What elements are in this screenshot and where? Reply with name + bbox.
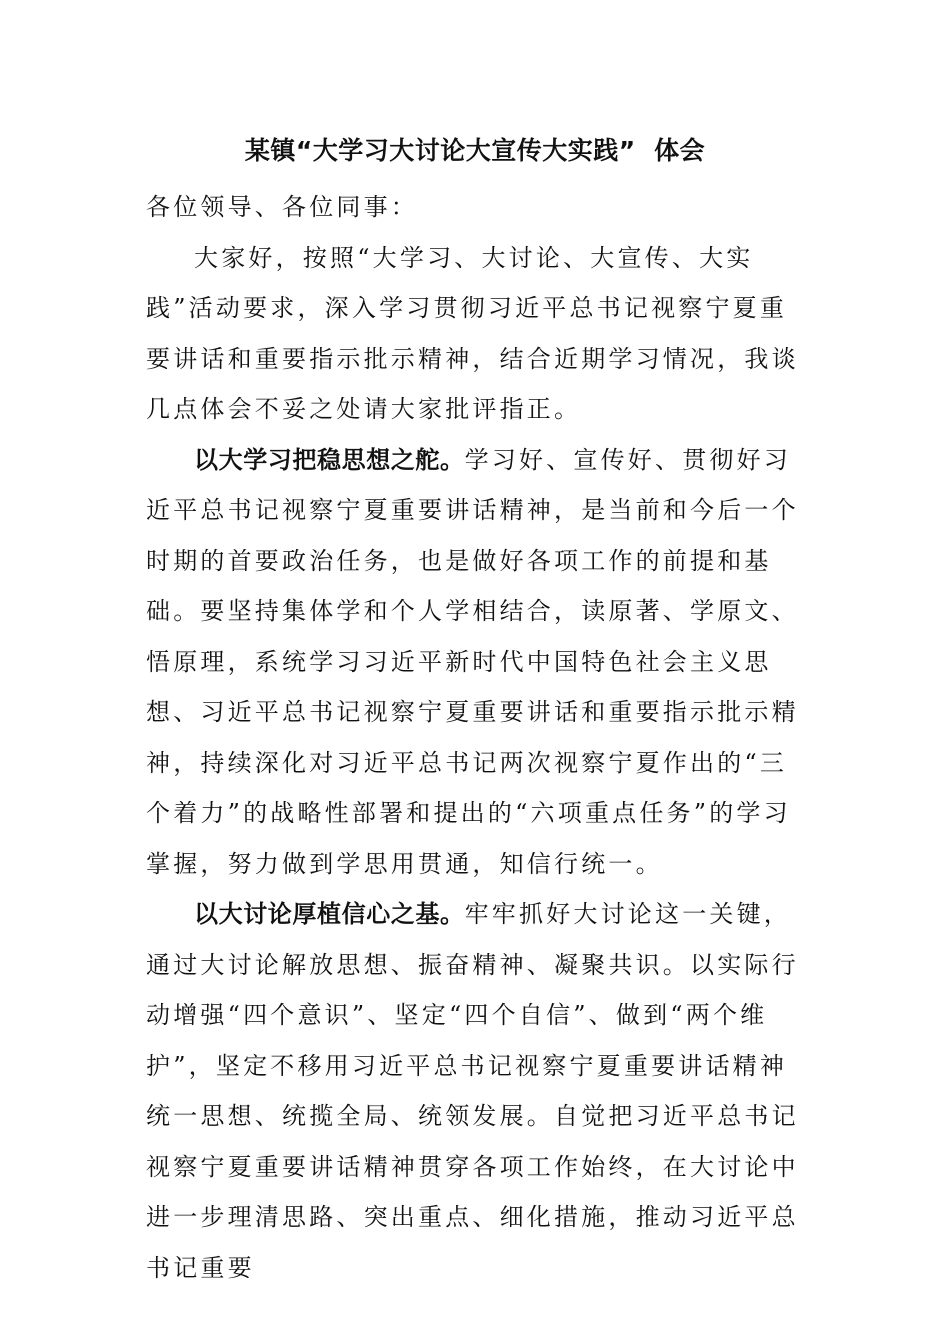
intro-paragraph: 大家好，按照“大学习、大讨论、大宣传、大实践”活动要求，深入学习贯彻习近平总书记视察宁夏重要讲话和重要指示批示精神，结合近期学习情况，我谈几点体会不妥之处请大家批评指正。 — [146, 243, 799, 423]
section-heading-study: 以大学习把稳思想之舵。 — [194, 445, 465, 474]
document-body — [146, 182, 806, 1293]
section-text-study: 学习好、宣传好、贯彻好习近平总书记视察宁夏重要讲话精神，是当前和今后一个时期的首要政治任务，也是做好各项工作的前提和基础。要坚持集体学和个人学相结合，读原著、学原文、悟原理，系统学习习近平新时代中国特色社会主义思想、习近平总书记视察宁夏重要讲话和重要指示批示精神，持续深化对习近平总书记两次视察宁夏作出的“三个着力”的战略性部署和提出的“六项重点任务”的学习掌握，努力做到学思用贯通，知信行统一。 — [146, 445, 799, 878]
section-text-discussion: 牢牢抓好大讨论这一关键，通过大讨论解放思想、振奋精神、凝聚共识。以实际行动增强“四个意识”、坚定“四个自信”、做到“两个维护”，坚定不移用习近平总书记视察宁夏重要讲话精神统一思想、统揽全局、统领发展。自觉把习近平总书记视察宁夏重要讲话精神贯穿各项工作始终，在大讨论中进一步理清思路、突出重点、细化措施，推动习近平总书记重要 — [146, 900, 799, 1282]
salutation: 各位领导、各位同事： — [146, 193, 418, 221]
section-paragraph-discussion — [146, 889, 806, 1293]
section-paragraph-study — [146, 435, 806, 890]
document-title: 某镇“大学习大讨论大宣传大实践” 体会 — [244, 136, 706, 165]
section-heading-discussion: 以大讨论厚植信心之基。 — [194, 900, 465, 928]
